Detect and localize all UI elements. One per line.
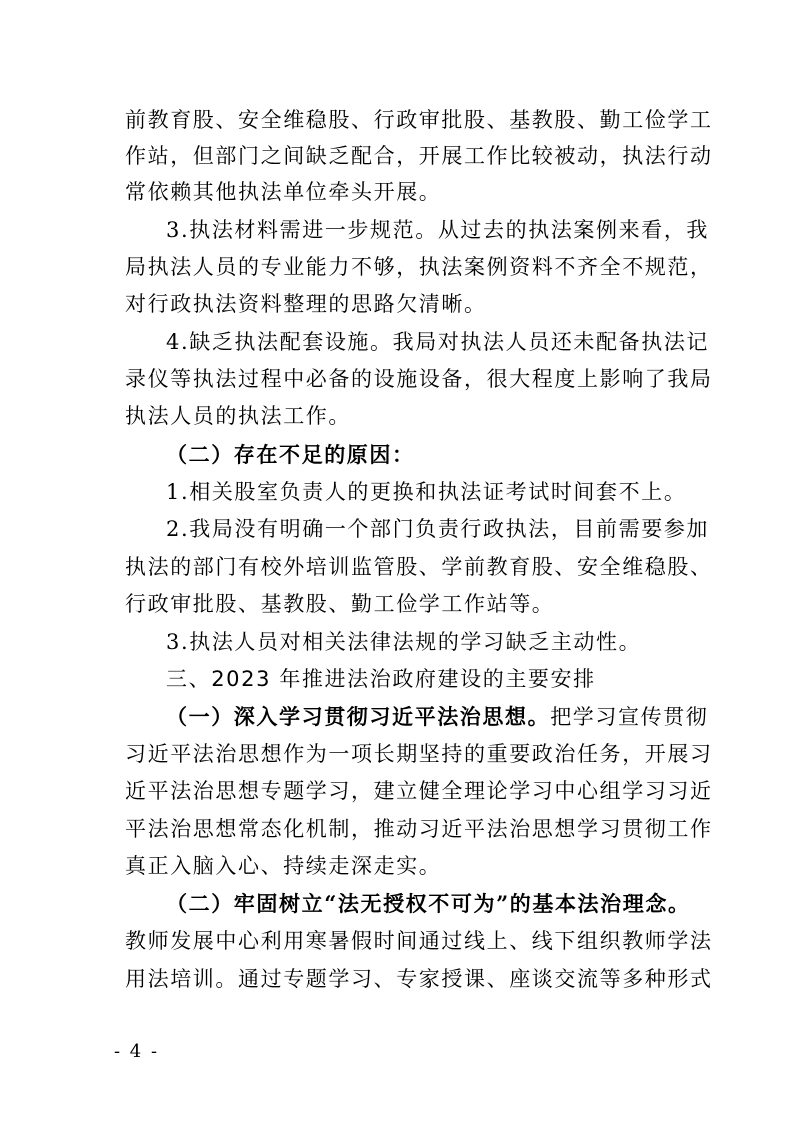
- subsection-heading: （二）牢固树立“法无授权不可为”的基本法治理念。: [166, 891, 691, 916]
- section-heading: 三、2023 年推进法治政府建设的主要安排: [166, 667, 596, 691]
- body-text-line: 局执法人员的专业能力不够，执法案例资料不齐全不规范，: [125, 255, 713, 279]
- body-text-line: 习近平法治思想作为一项长期坚持的重要政治任务，开展习: [125, 742, 713, 766]
- body-text-line: 执法的部门有校外培训监管股、学前教育股、安全维稳股、: [125, 555, 713, 579]
- body-text-line: 平法治思想常态化机制，推动习近平法治思想学习贯彻工作: [125, 817, 713, 841]
- body-text-line: 录仪等执法过程中必备的设施设备，很大程度上影响了我局: [125, 367, 713, 391]
- body-text-line: 2.我局没有明确一个部门负责行政执法，目前需要参加: [166, 517, 710, 541]
- body-text-line: 用法培训。通过专题学习、专家授课、座谈交流等多种形式: [125, 967, 713, 991]
- body-text-line: 近平法治思想专题学习，建立健全理论学习中心组学习习近: [125, 779, 713, 803]
- subsection-heading: （一）深入学习贯彻习近平法治思想。: [166, 704, 551, 729]
- body-text-line: 1.相关股室负责人的更换和执法证考试时间套不上。: [166, 480, 687, 504]
- body-text-line: 真正入脑入心、持续走深走实。: [125, 854, 442, 878]
- body-text-line: 作站，但部门之间缺乏配合，开展工作比较被动，执法行动: [125, 144, 713, 168]
- body-text-line: [166, 704, 709, 729]
- body-text-line: 行政审批股、基教股、勤工俭学工作站等。: [125, 592, 555, 616]
- body-text-line: 对行政执法资料整理的思路欠清晰。: [125, 292, 487, 316]
- section-heading: （二）存在不足的原因：: [166, 442, 415, 467]
- page-number: - 4 -: [114, 1041, 160, 1062]
- body-text-line: 3.执法材料需进一步规范。从过去的执法案例来看，我: [166, 218, 710, 242]
- body-text-line: 前教育股、安全维稳股、行政审批股、基教股、勤工俭学工: [125, 108, 713, 132]
- body-text-line: 常依赖其他执法单位牵头开展。: [125, 180, 442, 204]
- body-text-line: 执法人员的执法工作。: [125, 404, 351, 428]
- body-text-line: 教师发展中心利用寒暑假时间通过线上、线下组织教师学法: [125, 929, 713, 953]
- body-text-line: 4.缺乏执法配套设施。我局对执法人员还未配备执法记: [166, 330, 710, 354]
- body-text-line: 3.执法人员对相关法律法规的学习缺乏主动性。: [166, 630, 642, 654]
- body-text: 把学习宣传贯彻: [550, 705, 709, 729]
